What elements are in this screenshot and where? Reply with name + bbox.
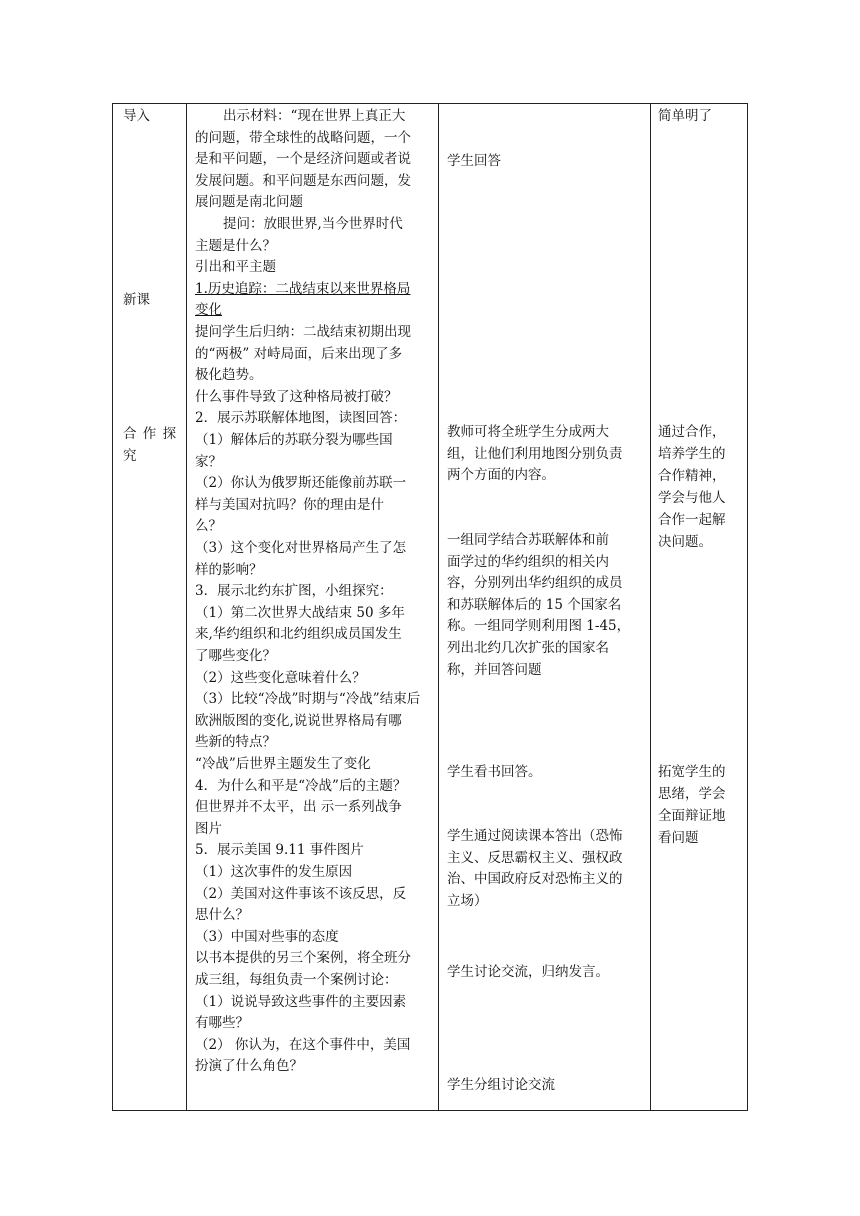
activity-line: 以书本提供的另三个案例，将全班分 — [195, 950, 411, 967]
student-note: 治、中国政府反对恐怖主义的 — [447, 871, 623, 888]
activity-line: （1）这次事件的发生原因 — [195, 864, 353, 880]
activity-line: 成三组，每组负责一个案例讨论： — [195, 972, 398, 988]
intent-note: 决问题。 — [658, 534, 712, 550]
design-intent-column — [651, 104, 748, 1110]
student-note: 一组同学结合苏联解体和前 — [447, 532, 609, 548]
student-note: 和苏联解体后的 15 个国家名 — [447, 596, 622, 613]
activity-line: 思什么？ — [195, 907, 249, 924]
activity-line: 主题是什么？ — [195, 237, 276, 254]
activity-line: （1）第二次世界大战结束 50 多年 — [195, 604, 405, 621]
activity-line: 引出和平主题 — [195, 259, 276, 276]
student-note: 容，分别列出华约组织的成员 — [447, 575, 623, 592]
intent-note: 学会与他人 — [658, 490, 726, 506]
stage-cooperation: 合 作 探 — [123, 426, 178, 442]
intent-note: 拓宽学生的 — [658, 764, 726, 780]
student-note: 称。一组同学则利用图 1-45， — [447, 618, 631, 635]
student-note: 列出北约几次扩张的国家名 — [447, 640, 609, 656]
intent-note: 合作精神， — [658, 468, 726, 484]
activity-line: 提问学生后归纳：二战结束初期出现 — [195, 324, 411, 340]
activity-line: 扮演了什么角色？ — [195, 1058, 303, 1075]
activity-line: 了哪些变化？ — [195, 648, 276, 664]
activity-line: （3）这个变化对世界格局产生了怎 — [195, 540, 407, 556]
activity-line: 的“两极” 对峙局面，后来出现了多 — [195, 345, 403, 362]
activity-line: 图片 — [195, 820, 222, 837]
student-note: 学生通过阅读课本答出（恐怖 — [447, 828, 623, 844]
activity-line: 出示材料：“现在世界上真正大 — [223, 108, 406, 124]
student-note: 教师可将全班学生分成两大 — [447, 424, 609, 440]
activity-line: 的问题，带全球性的战略问题，一个 — [195, 129, 411, 146]
activity-line: （3）比较“冷战”时期与“冷战”结束后 — [195, 691, 421, 708]
activity-line: 家？ — [195, 453, 222, 470]
student-note: 称，并回答问题 — [447, 661, 542, 678]
activity-line: 极化趋势。 — [195, 367, 263, 384]
activity-line: 什么事件导致了这种格局被打破？ — [195, 388, 398, 405]
activity-line: （3）中国对些事的态度 — [195, 928, 339, 945]
student-note: 学生分组讨论交流 — [447, 1077, 555, 1093]
activity-line: 是和平问题，一个是经济问题或者说 — [195, 151, 411, 168]
intent-note: 看问题 — [658, 830, 699, 846]
student-note: 学生讨论交流，归纳发言。 — [447, 964, 609, 980]
intent-note: 全面辩证地 — [658, 808, 726, 824]
activity-line: 3．展示北约东扩图，小组探究： — [195, 583, 393, 600]
student-note: 面学过的华约组织的相关内 — [447, 553, 609, 570]
stage-intro: 导入 — [123, 108, 150, 124]
intent-note: 通过合作， — [658, 424, 726, 440]
student-note: 两个方面的内容。 — [447, 467, 555, 484]
student-note: 学生看书回答。 — [447, 764, 542, 780]
activity-line: 样与美国对抗吗？你的理由是什 — [195, 496, 384, 513]
student-note: 立场） — [447, 892, 488, 909]
stage-cooperation-2: 究 — [123, 448, 137, 464]
activity-line: 2．展示苏联解体地图，读图回答： — [195, 410, 407, 427]
activity-line: 4．为什么和平是“冷战”后的主题？ — [195, 777, 407, 794]
student-note: 主义、反思霸权主义、强权政 — [447, 849, 623, 866]
activity-line: 5．展示美国 9.11 事件图片 — [195, 842, 364, 859]
intent-note: 思绪，学会 — [658, 786, 726, 802]
intent-note: 培养学生的 — [658, 446, 726, 462]
activity-line: 有哪些？ — [195, 1015, 249, 1032]
activity-line: 些新的特点？ — [195, 734, 276, 751]
student-activity-column — [439, 104, 650, 1110]
activity-line: 但世界并不太平，出 示一系列战争 — [195, 799, 402, 816]
activity-line: 提问：放眼世界,当今世界时代 — [223, 216, 403, 232]
activity-line: 展问题是南北问题 — [195, 194, 303, 211]
section-heading: 变化 — [195, 302, 222, 319]
lesson-table — [112, 103, 748, 1111]
intent-note: 合作一起解 — [658, 512, 726, 528]
activity-line: （2） 你认为，在这个事件中，美国 — [195, 1036, 411, 1053]
activity-line: 样的影响？ — [195, 561, 263, 578]
activity-line: （2）这些变化意味着什么？ — [195, 669, 366, 686]
stage-new-lesson: 新课 — [123, 292, 150, 308]
activity-line: “冷战”后世界主题发生了变化 — [195, 756, 371, 772]
activity-line: （2）你认为俄罗斯还能像前苏联一 — [195, 475, 407, 492]
activity-line: 发展问题。和平问题是东西问题，发 — [195, 172, 411, 189]
activity-line: （2）美国对这件事该不该反思，反 — [195, 885, 407, 902]
student-note: 组，让他们利用地图分别负责 — [447, 445, 623, 462]
teacher-activity-column — [187, 104, 438, 1110]
activity-line: 么？ — [195, 518, 222, 535]
section-heading: 1.历史追踪：二战结束以来世界格局 — [195, 280, 411, 297]
intent-note: 简单明了 — [658, 108, 712, 124]
activity-line: （1）说说导致这些事件的主要因素 — [195, 993, 407, 1010]
student-answer: 学生回答 — [447, 153, 501, 169]
activity-line: （1）解体后的苏联分裂为哪些国 — [195, 432, 393, 448]
activity-line: 欧洲版图的变化,说说世界格局有哪 — [195, 712, 402, 729]
activity-line: 来,华约组织和北约组织成员国发生 — [195, 626, 402, 643]
stage-column — [113, 104, 186, 1110]
